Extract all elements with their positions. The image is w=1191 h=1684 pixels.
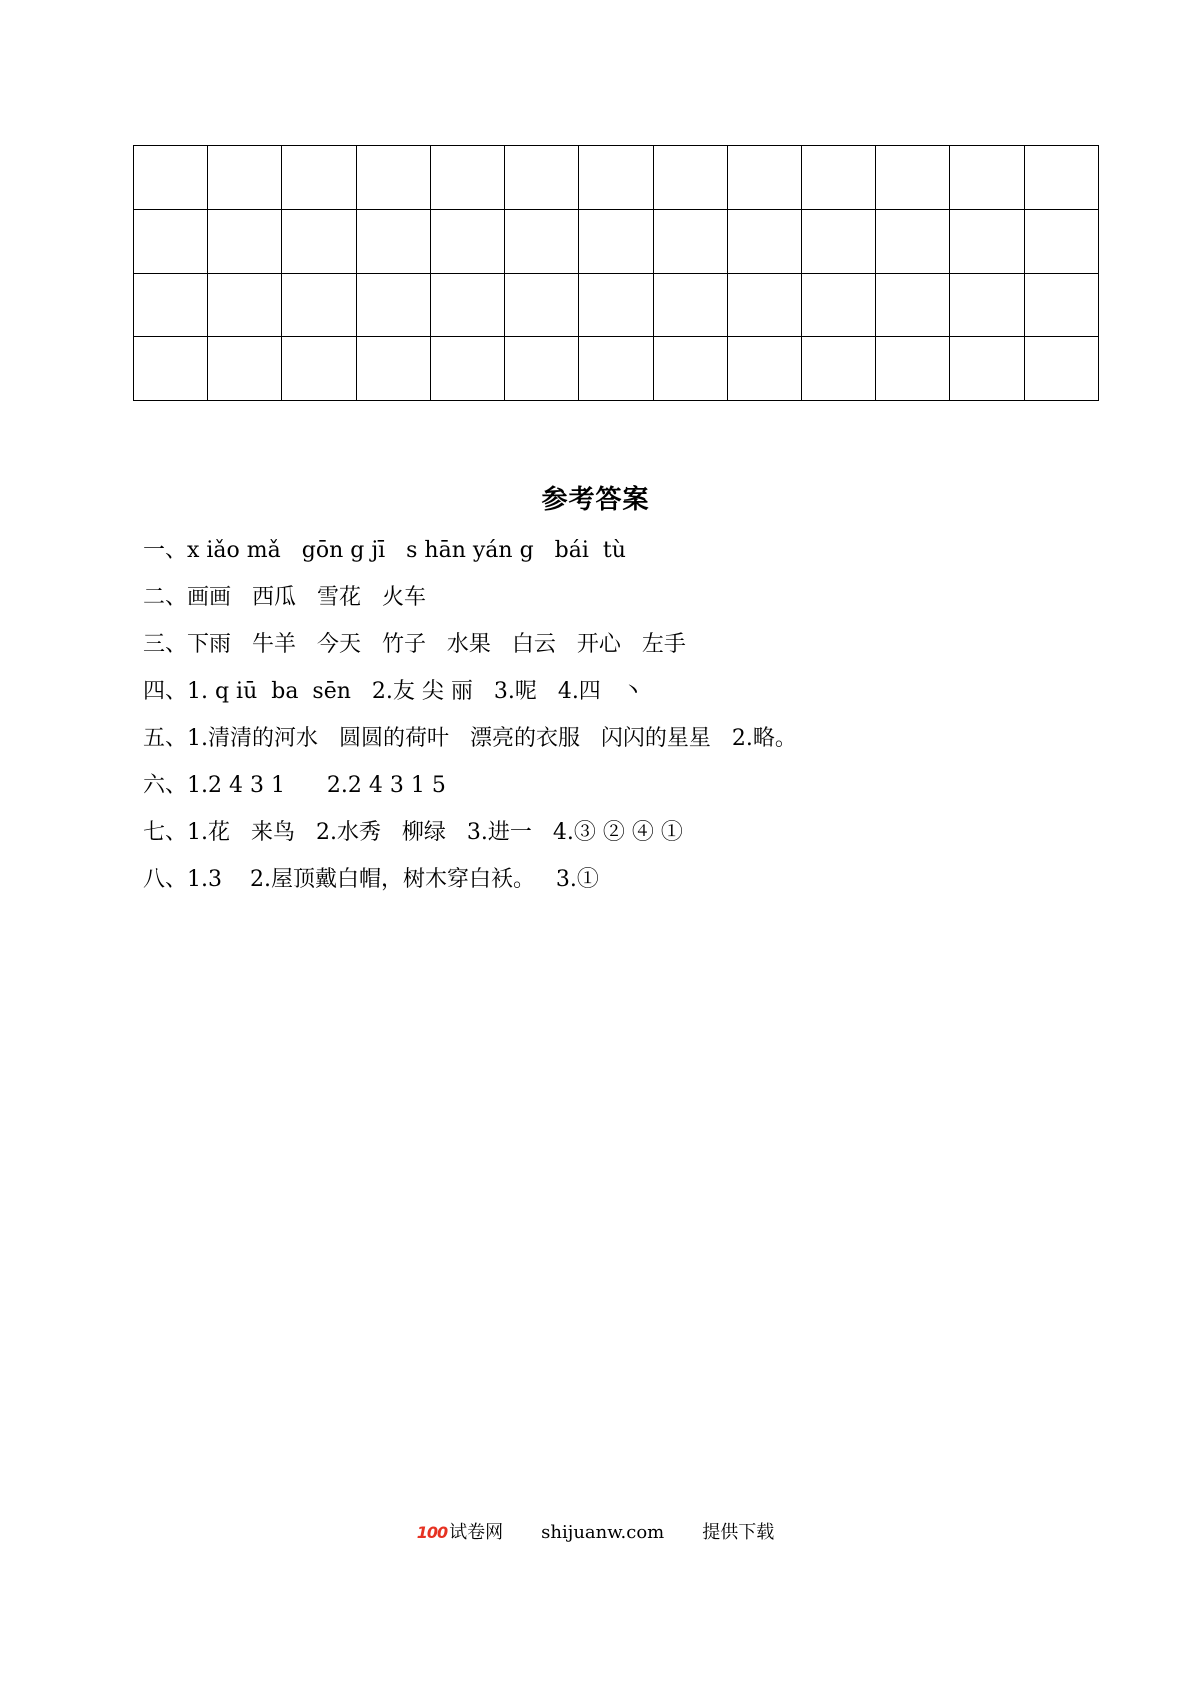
grid-cell xyxy=(653,337,727,401)
grid-row xyxy=(134,273,1099,337)
grid-cell xyxy=(356,209,430,273)
grid-cell xyxy=(801,337,875,401)
grid-cell xyxy=(208,146,282,210)
answer-line: 五、1.清清的河水 圆圆的荷叶 漂亮的衣服 闪闪的星星 2.略。 xyxy=(143,726,797,751)
site-url[interactable]: shijuanw.com xyxy=(541,1522,665,1543)
grid-cell xyxy=(430,337,504,401)
site-name: 试卷网 xyxy=(449,1522,504,1543)
grid-cell xyxy=(727,273,801,337)
grid-cell xyxy=(282,337,356,401)
grid-cell xyxy=(876,273,950,337)
grid-cell xyxy=(653,146,727,210)
grid-cell xyxy=(208,209,282,273)
answer-key-title: 参考答案 xyxy=(541,485,650,515)
grid-cell xyxy=(505,337,579,401)
grid-cell xyxy=(430,209,504,273)
grid-row xyxy=(134,337,1099,401)
grid-cell xyxy=(653,209,727,273)
grid-cell xyxy=(282,209,356,273)
grid-cell xyxy=(430,273,504,337)
answer-line: 八、1.3 2.屋顶戴白帽，树木穿白袄。 3.① xyxy=(143,867,599,892)
grid-cell xyxy=(876,337,950,401)
answer-line: 七、1.花 来鸟 2.水秀 柳绿 3.进一 4.③ ② ④ ① xyxy=(143,820,683,845)
grid-cell xyxy=(282,146,356,210)
grid-cell xyxy=(727,209,801,273)
grid-cell xyxy=(579,273,653,337)
grid-cell xyxy=(579,337,653,401)
grid-cell xyxy=(727,337,801,401)
grid-cell xyxy=(282,273,356,337)
grid-cell xyxy=(134,146,208,210)
answer-list xyxy=(143,530,1143,906)
grid-cell xyxy=(430,146,504,210)
site-logo-icon: 100 xyxy=(416,1523,448,1542)
grid-cell xyxy=(356,273,430,337)
grid-cell xyxy=(801,273,875,337)
answer-line: 三、下雨 牛羊 今天 竹子 水果 白云 开心 左手 xyxy=(143,632,686,657)
grid-cell xyxy=(653,273,727,337)
grid-cell xyxy=(134,273,208,337)
grid-cell xyxy=(801,146,875,210)
grid-cell xyxy=(1024,209,1098,273)
grid-row xyxy=(134,209,1099,273)
grid-row xyxy=(134,146,1099,210)
answer-line: 六、1.2 4 3 1 2.2 4 3 1 5 xyxy=(143,773,446,798)
grid-cell xyxy=(950,337,1024,401)
grid-cell xyxy=(505,273,579,337)
page-footer xyxy=(0,1518,1191,1548)
writing-grid xyxy=(133,145,1099,401)
grid-cell xyxy=(950,209,1024,273)
grid-cell xyxy=(727,146,801,210)
grid-cell xyxy=(876,146,950,210)
answer-line: 一、x iǎo mǎ gōn g jī s hān yán g bái tù xyxy=(143,538,626,563)
grid-cell xyxy=(1024,337,1098,401)
grid-cell xyxy=(134,209,208,273)
grid-cell xyxy=(208,273,282,337)
grid-cell xyxy=(950,273,1024,337)
grid-cell xyxy=(876,209,950,273)
grid-cell xyxy=(356,337,430,401)
grid-cell xyxy=(801,209,875,273)
grid-cell xyxy=(356,146,430,210)
grid-cell xyxy=(950,146,1024,210)
grid-cell xyxy=(134,337,208,401)
grid-cell xyxy=(505,209,579,273)
download-note: 提供下载 xyxy=(702,1522,775,1543)
grid-cell xyxy=(1024,273,1098,337)
grid-cell xyxy=(579,146,653,210)
grid-cell xyxy=(1024,146,1098,210)
answer-line: 二、画画 西瓜 雪花 火车 xyxy=(143,585,426,610)
grid-cell xyxy=(208,337,282,401)
answer-line: 四、1. q iū ba sēn 2.友 尖 丽 3.呢 4.四 丶 xyxy=(143,679,644,704)
grid-cell xyxy=(579,209,653,273)
grid-cell xyxy=(505,146,579,210)
